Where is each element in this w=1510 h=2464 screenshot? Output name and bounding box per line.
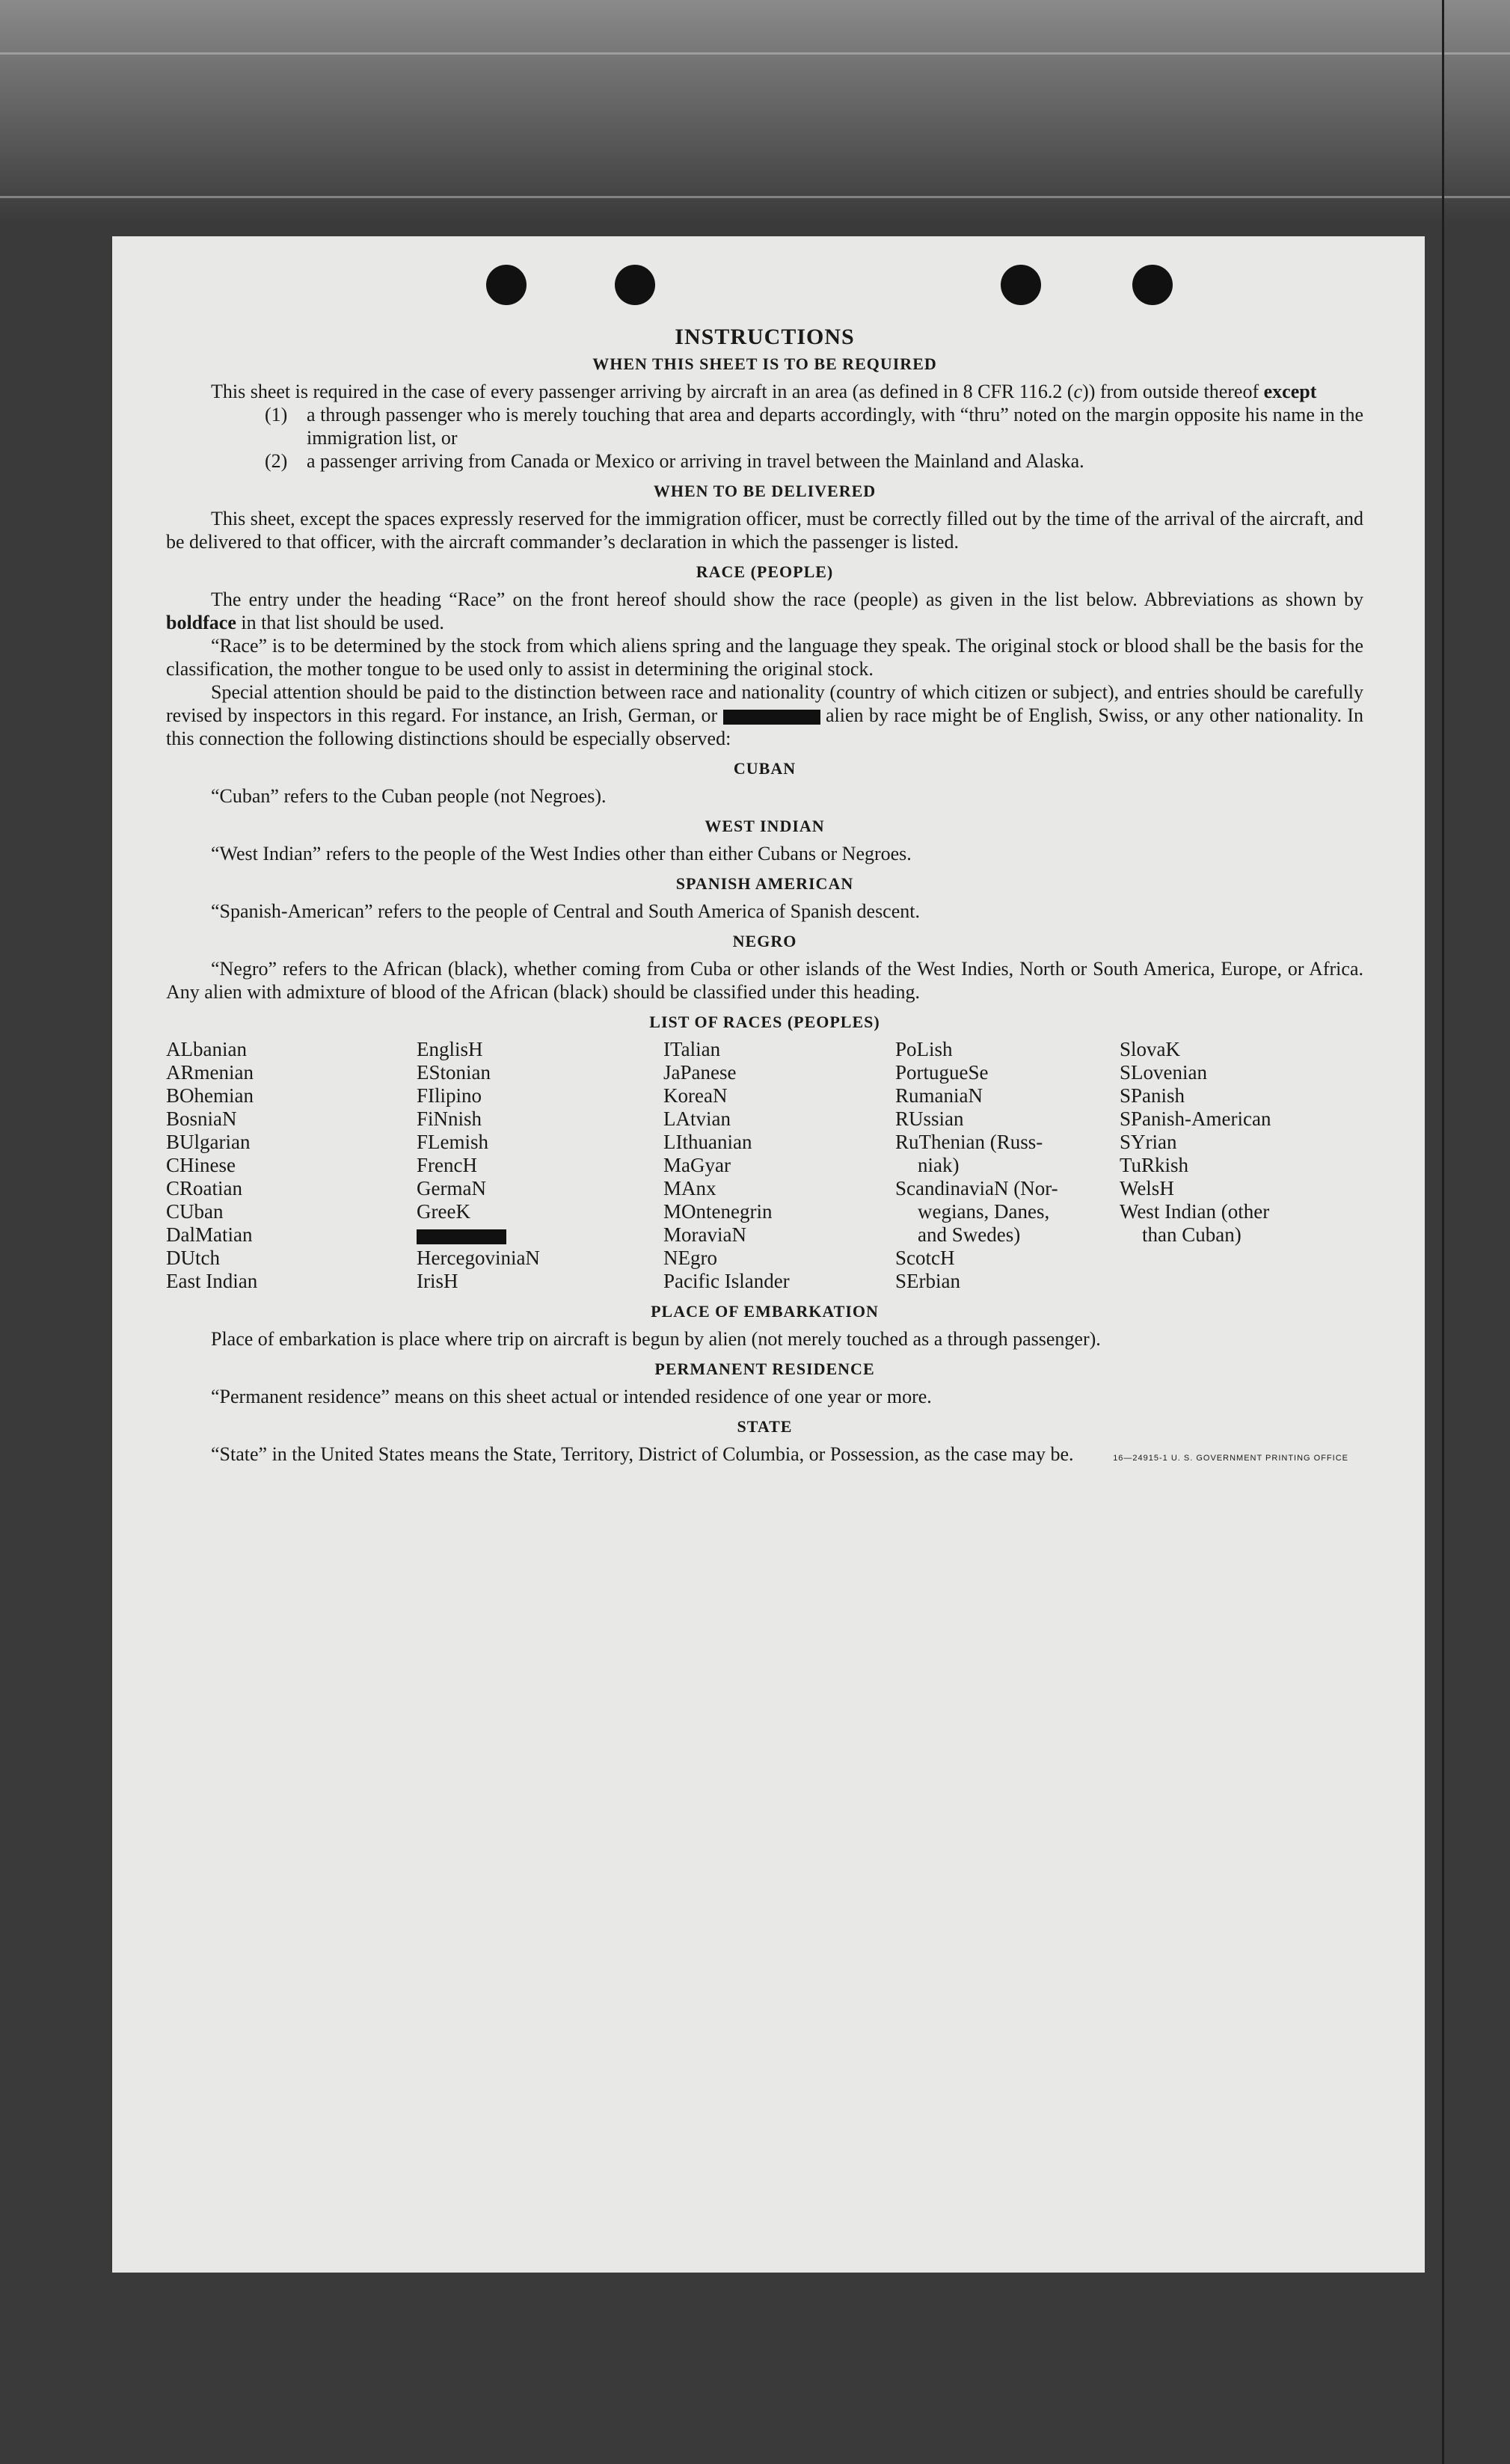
race-entry: LIthuanian [663, 1131, 752, 1153]
race-entry: IrisH [417, 1270, 458, 1292]
race-entry: BOhemian [166, 1084, 254, 1107]
race-entry: SErbian [895, 1270, 960, 1292]
race-entry: than Cuban) [1142, 1223, 1242, 1246]
negro-heading: NEGRO [732, 932, 797, 950]
exception-item: (2) a passenger arriving from Canada or Mexico or arriving in travel between the Mainland and Alaska. [265, 450, 1084, 472]
race-entry: SPanish [1120, 1084, 1185, 1107]
race-entry: GermaN [417, 1177, 486, 1199]
punch-hole [615, 265, 655, 305]
film-scratch-line [0, 196, 1510, 198]
race-entry-redacted [417, 1223, 663, 1247]
race-entry: MAnx [663, 1177, 716, 1199]
race-entry: West Indian (other [1120, 1200, 1270, 1223]
when-required-intro: This sheet is required in the case of every passenger arriving by aircraft in an area (as defined in 8 CFR 116.2 (c)) from outside thereof except [211, 381, 1317, 402]
race-entry: SLovenian [1120, 1061, 1207, 1084]
residence-heading: PERMANENT RESIDENCE [654, 1359, 875, 1378]
state-heading: STATE [737, 1417, 793, 1436]
race-entry: CUban [166, 1200, 224, 1223]
state-footer-row [166, 1443, 1363, 1466]
west-indian-text: “West Indian” refers to the people of the West Indies other than either Cubans or Negroes. [211, 843, 912, 864]
race-entry: SYrian [1120, 1131, 1177, 1153]
race-entry: FIlipino [417, 1084, 482, 1107]
race-entry: PoLish [895, 1038, 953, 1060]
race-entry: and Swedes) [918, 1223, 1021, 1246]
race-entry: HercegoviniaN [417, 1247, 540, 1269]
race-entry: RumaniaN [895, 1084, 983, 1107]
race-paragraph: “Race” is to be determined by the stock from which aliens spring and the language they speak. The original stock or blood shall be the basis for the classification, the mother tongue to be used only to assist in determining the original stock. [166, 635, 1363, 680]
race-column [166, 1038, 417, 1293]
race-entry: EnglisH [417, 1038, 483, 1060]
when-required-section [166, 354, 1363, 473]
race-entry: East Indian [166, 1270, 258, 1292]
race-entry: JaPanese [663, 1061, 737, 1084]
race-entry: BosniaN [166, 1107, 237, 1130]
race-heading: RACE (PEOPLE) [696, 562, 834, 581]
race-column [895, 1038, 1120, 1293]
race-entry: SlovaK [1120, 1038, 1180, 1060]
race-section [166, 562, 1363, 750]
state-text: “State” in the United States means the State, Territory, District of Columbia, or Possession, as the case may be. [211, 1443, 1074, 1465]
redaction-mark [417, 1229, 506, 1244]
cuban-text: “Cuban” refers to the Cuban people (not Negroes). [211, 785, 607, 807]
race-paragraph: The entry under the heading “Race” on the front hereof should show the race (people) as given in the list below. Abbreviations as shown by boldface in that list should be used. [166, 589, 1363, 633]
race-column [417, 1038, 663, 1293]
embarkation-text: Place of embarkation is place where trip on aircraft is begun by alien (not merely touched as a through passenger). [211, 1328, 1101, 1350]
when-delivered-heading: WHEN TO BE DELIVERED [653, 482, 877, 500]
race-entry: CHinese [166, 1154, 236, 1176]
race-column [1120, 1038, 1344, 1293]
punch-hole [1132, 265, 1173, 305]
list-of-races-heading: LIST OF RACES (PEOPLES) [649, 1013, 880, 1031]
when-delivered-text: This sheet, except the spaces expressly reserved for the immigration officer, must be correctly filled out by the time of the arrival of the aircraft, and be delivered to that officer, with the aircraft commander’s declaration in which the passenger is listed. [166, 508, 1363, 553]
when-delivered-section [166, 482, 1363, 553]
race-entry: ARmenian [166, 1061, 254, 1084]
race-entry: ALbanian [166, 1038, 247, 1060]
race-entry: wegians, Danes, [918, 1200, 1050, 1223]
race-entry: NEgro [663, 1247, 717, 1269]
film-scratch-line [0, 52, 1510, 55]
race-entry: Pacific Islander [663, 1270, 790, 1292]
race-entry: CRoatian [166, 1177, 242, 1199]
race-entry: FLemish [417, 1131, 489, 1153]
print-code: 16—24915-1 U. S. GOVERNMENT PRINTING OFFICE [1113, 1454, 1348, 1463]
race-entry: RuThenian (Russ- [895, 1131, 1043, 1153]
race-entry: ScotcH [895, 1247, 955, 1269]
race-entry: MoraviaN [663, 1223, 746, 1246]
race-entry: KoreaN [663, 1084, 728, 1107]
race-entry: DalMatian [166, 1223, 253, 1246]
negro-text: “Negro” refers to the African (black), whether coming from Cuba or other islands of the West Indies, North or South America, Europe, or Africa. Any alien with admixture of blood of the African (black) should be classified under this heading. [166, 958, 1363, 1003]
exception-item: (1) a through passenger who is merely touching that area and departs accordingly, with “thru” noted on the margin opposite his name in the immigration list, or [265, 404, 1363, 449]
embarkation-heading: PLACE OF EMBARKATION [651, 1302, 879, 1321]
document-page [112, 236, 1425, 2273]
race-entry: SPanish-American [1120, 1107, 1271, 1130]
race-entry: ScandinaviaN (Nor- [895, 1177, 1058, 1199]
when-required-heading: WHEN THIS SHEET IS TO BE REQUIRED [592, 354, 937, 373]
race-entry: RUssian [895, 1107, 964, 1130]
race-entry: GreeK [417, 1200, 470, 1223]
film-edge-line [1442, 0, 1444, 2464]
race-entry: FiNnish [417, 1107, 482, 1130]
race-list [166, 1038, 1363, 1293]
race-entry: EStonian [417, 1061, 491, 1084]
race-entry: BUlgarian [166, 1131, 251, 1153]
race-entry: WelsH [1120, 1177, 1174, 1199]
race-paragraph: Special attention should be paid to the distinction between race and nationality (country of which citizen or subject), and entries should be carefully revised by inspectors in this regard. For instance, an Irish, German, or alien by race might be of English, Swiss, or any other nationality. In this connection the following distinctions should be especially observed: [166, 681, 1364, 749]
residence-text: “Permanent residence” means on this sheet actual or intended residence of one year or more. [211, 1386, 932, 1407]
race-entry: LAtvian [663, 1107, 731, 1130]
punch-hole [1001, 265, 1041, 305]
race-entry: ITalian [663, 1038, 721, 1060]
race-entry: DUtch [166, 1247, 220, 1269]
film-border [0, 0, 1510, 224]
instructions-title: INSTRUCTIONS [675, 325, 855, 349]
redaction-mark [723, 710, 820, 725]
race-entry: PortugueSe [895, 1061, 989, 1084]
cuban-heading: CUBAN [733, 759, 797, 778]
race-entry: FrencH [417, 1154, 477, 1176]
west-indian-heading: WEST INDIAN [705, 817, 825, 835]
punch-hole [486, 265, 527, 305]
spanish-american-heading: SPANISH AMERICAN [675, 874, 854, 893]
spanish-american-text: “Spanish-American” refers to the people of Central and South America of Spanish descent. [211, 900, 920, 922]
race-entry: niak) [918, 1154, 960, 1176]
race-entry: MOntenegrin [663, 1200, 773, 1223]
race-column [663, 1038, 895, 1293]
race-entry: TuRkish [1120, 1154, 1189, 1176]
race-entry: MaGyar [663, 1154, 731, 1176]
